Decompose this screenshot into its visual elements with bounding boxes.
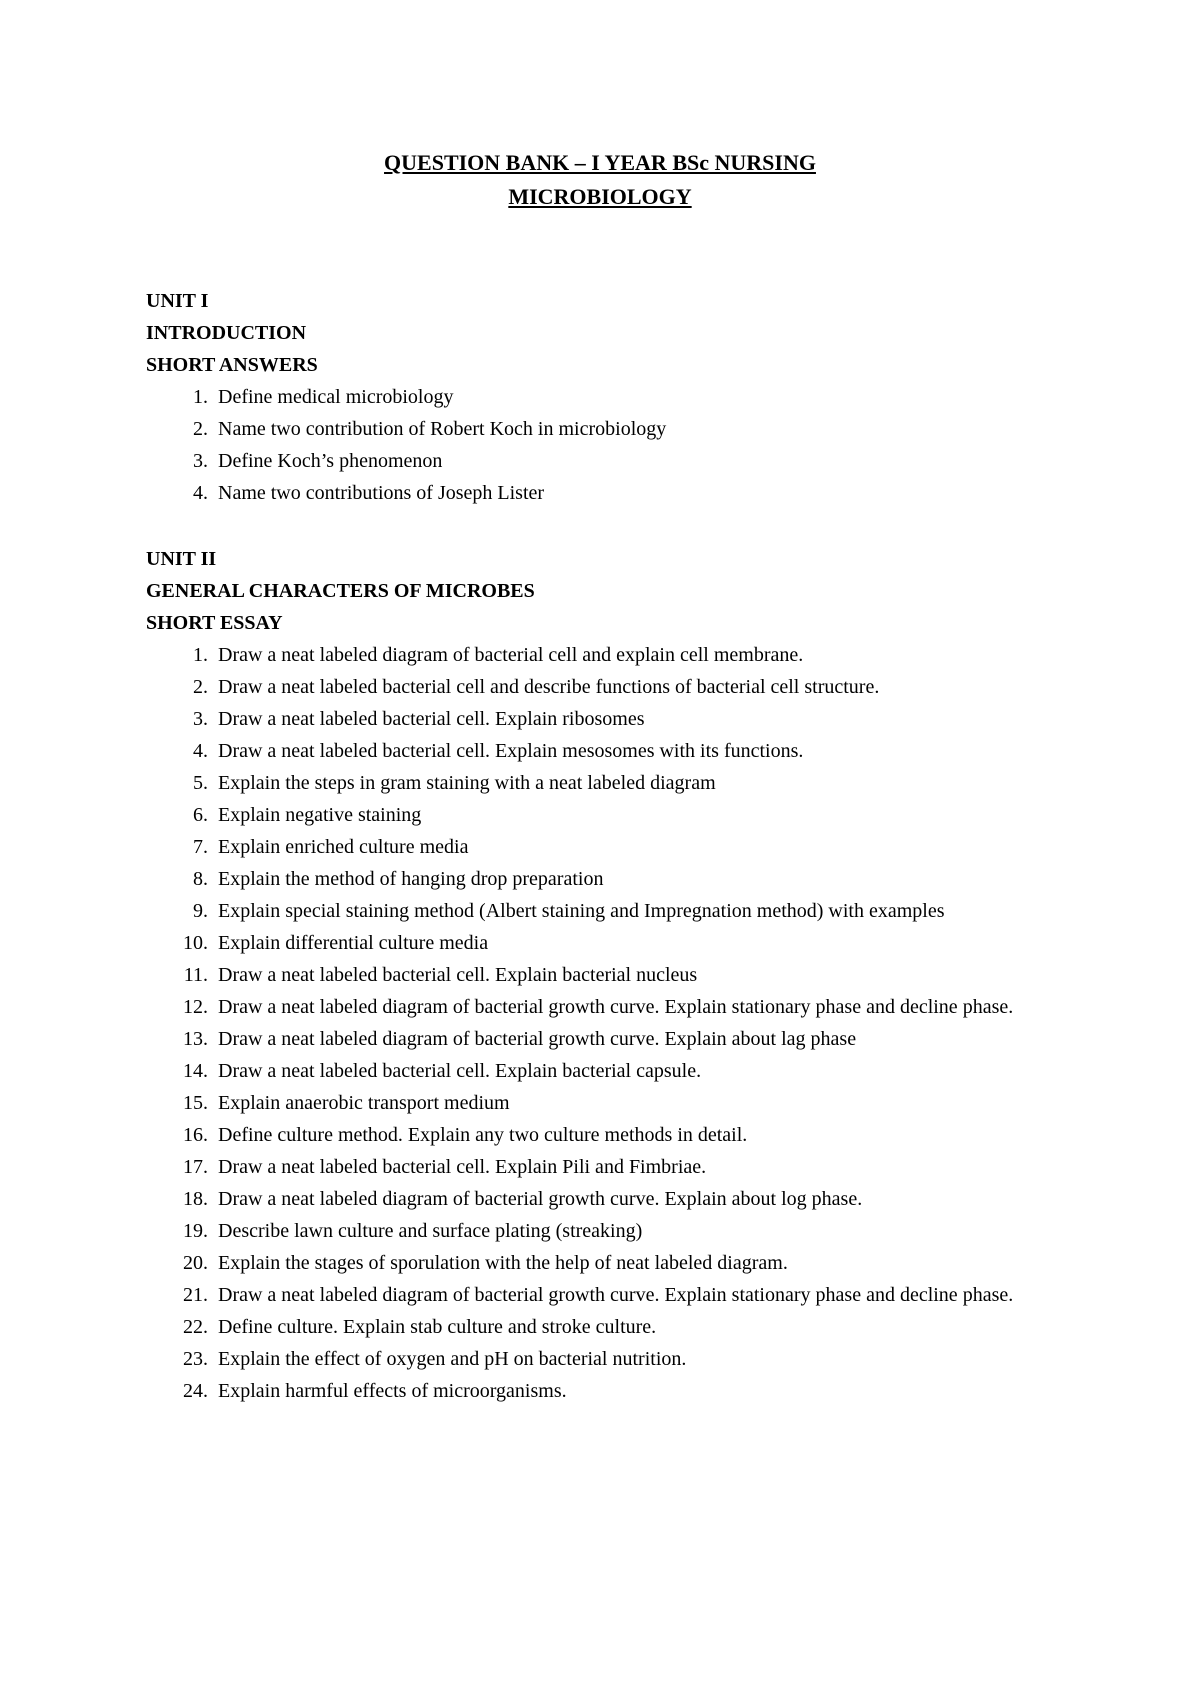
- question-number: 10.: [183, 932, 208, 954]
- question-number: 11.: [183, 964, 208, 986]
- question-number: 4.: [193, 740, 208, 762]
- question-text: Explain the stages of sporulation with the help of neat labeled diagram.: [218, 1252, 788, 1274]
- question-text: Explain harmful effects of microorganisms.: [218, 1380, 567, 1402]
- question-text: Draw a neat labeled bacterial cell. Explain bacterial nucleus: [218, 964, 698, 986]
- question-number: 21.: [183, 1284, 208, 1306]
- question-text: Draw a neat labeled bacterial cell. Explain Pili and Fimbriae.: [218, 1156, 707, 1178]
- question-text: Define Koch’s phenomenon: [218, 450, 443, 472]
- question-item: [146, 703, 1066, 735]
- question-text: Draw a neat labeled diagram of bacterial growth curve. Explain about lag phase: [218, 1028, 857, 1050]
- question-item: [146, 1183, 1066, 1215]
- question-number: 19.: [183, 1220, 208, 1242]
- question-text: Define medical microbiology: [218, 386, 454, 408]
- question-item: [146, 1375, 1066, 1407]
- question-number: 17.: [183, 1156, 208, 1178]
- question-number: 1.: [193, 386, 208, 408]
- unit-2-question-list: [146, 639, 1066, 1407]
- question-text: Draw a neat labeled diagram of bacterial growth curve. Explain stationary phase and decline phase.: [218, 996, 1014, 1018]
- question-number: 4.: [193, 482, 208, 504]
- unit-1-label: UNIT I: [146, 290, 209, 312]
- question-text: Explain negative staining: [218, 804, 422, 826]
- question-text: Describe lawn culture and surface plating (streaking): [218, 1220, 643, 1242]
- question-text: Explain the steps in gram staining with a neat labeled diagram: [218, 772, 716, 794]
- question-item: [146, 1247, 1066, 1279]
- question-number: 7.: [193, 836, 208, 858]
- unit-2-title: GENERAL CHARACTERS OF MICROBES: [146, 580, 535, 602]
- question-item: [146, 1087, 1066, 1119]
- question-item: [146, 799, 1066, 831]
- question-item: [146, 1023, 1066, 1055]
- question-number: 2.: [193, 676, 208, 698]
- unit-1-question-list: [146, 381, 1066, 509]
- question-item: [146, 831, 1066, 863]
- question-number: 20.: [183, 1252, 208, 1274]
- unit-1-title: INTRODUCTION: [146, 322, 307, 344]
- question-item: [146, 863, 1066, 895]
- question-number: 9.: [193, 900, 208, 922]
- question-item: [146, 1311, 1066, 1343]
- question-item: [146, 1279, 1066, 1311]
- question-number: 16.: [183, 1124, 208, 1146]
- question-item: [146, 1215, 1066, 1247]
- question-item: [146, 1151, 1066, 1183]
- question-item: [146, 927, 1066, 959]
- question-text: Draw a neat labeled bacterial cell. Explain bacterial capsule.: [218, 1060, 702, 1082]
- question-text: Draw a neat labeled diagram of bacterial growth curve. Explain stationary phase and decline phase.: [218, 1284, 1014, 1306]
- question-item: [146, 477, 1066, 509]
- question-number: 14.: [183, 1060, 208, 1082]
- question-text: Draw a neat labeled bacterial cell. Explain mesosomes with its functions.: [218, 740, 804, 762]
- question-item: [146, 1343, 1066, 1375]
- question-item: [146, 671, 1066, 703]
- question-text: Draw a neat labeled diagram of bacterial growth curve. Explain about log phase.: [218, 1188, 863, 1210]
- question-number: 15.: [183, 1092, 208, 1114]
- question-item: [146, 991, 1066, 1023]
- question-text: Explain differential culture media: [218, 932, 489, 954]
- document-title-block: [0, 146, 1200, 214]
- document-subject: MICROBIOLOGY: [508, 184, 692, 209]
- question-text: Draw a neat labeled bacterial cell. Explain ribosomes: [218, 708, 645, 730]
- question-item: [146, 895, 1066, 927]
- question-text: Name two contributions of Joseph Lister: [218, 482, 545, 504]
- question-number: 3.: [193, 708, 208, 730]
- question-text: Define culture. Explain stab culture and stroke culture.: [218, 1316, 657, 1338]
- question-number: 8.: [193, 868, 208, 890]
- question-item: [146, 445, 1066, 477]
- question-text: Explain enriched culture media: [218, 836, 469, 858]
- document-title: QUESTION BANK – I YEAR BSc NURSING: [384, 150, 816, 175]
- question-text: Draw a neat labeled bacterial cell and describe functions of bacterial cell structure.: [218, 676, 880, 698]
- question-number: 22.: [183, 1316, 208, 1338]
- question-item: [146, 639, 1066, 671]
- question-text: Name two contribution of Robert Koch in microbiology: [218, 418, 667, 440]
- question-number: 24.: [183, 1380, 208, 1402]
- question-item: [146, 413, 1066, 445]
- question-number: 1.: [193, 644, 208, 666]
- question-number: 13.: [183, 1028, 208, 1050]
- question-text: Explain anaerobic transport medium: [218, 1092, 510, 1114]
- question-number: 6.: [193, 804, 208, 826]
- question-number: 23.: [183, 1348, 208, 1370]
- question-text: Explain the method of hanging drop preparation: [218, 868, 604, 890]
- question-item: [146, 767, 1066, 799]
- question-number: 18.: [183, 1188, 208, 1210]
- question-item: [146, 381, 1066, 413]
- unit-2-section-type: SHORT ESSAY: [146, 612, 283, 634]
- unit-2-section: [146, 543, 1066, 1407]
- unit-1-section: [146, 285, 1066, 509]
- question-item: [146, 959, 1066, 991]
- question-number: 3.: [193, 450, 208, 472]
- question-item: [146, 1119, 1066, 1151]
- question-text: Draw a neat labeled diagram of bacterial cell and explain cell membrane.: [218, 644, 804, 666]
- question-text: Define culture method. Explain any two culture methods in detail.: [218, 1124, 748, 1146]
- question-number: 2.: [193, 418, 208, 440]
- question-item: [146, 1055, 1066, 1087]
- question-text: Explain the effect of oxygen and pH on bacterial nutrition.: [218, 1348, 687, 1370]
- question-item: [146, 735, 1066, 767]
- unit-1-section-type: SHORT ANSWERS: [146, 354, 318, 376]
- question-number: 12.: [183, 996, 208, 1018]
- unit-2-label: UNIT II: [146, 548, 217, 570]
- question-number: 5.: [193, 772, 208, 794]
- question-text: Explain special staining method (Albert staining and Impregnation method) with examples: [218, 900, 945, 922]
